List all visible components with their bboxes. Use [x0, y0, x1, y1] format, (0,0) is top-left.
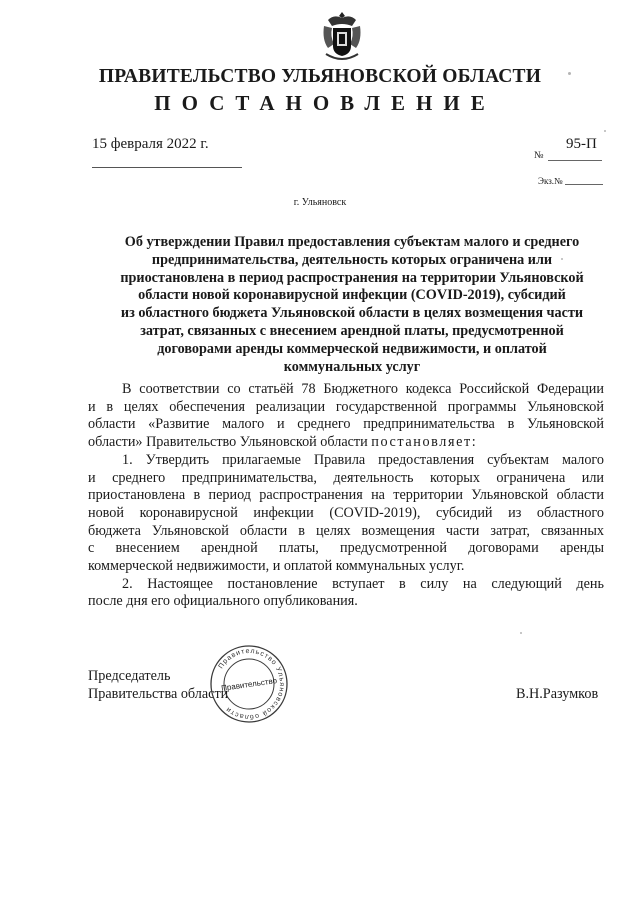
item1-line: приостановлена в период распространения на территории Ульяновской области — [88, 487, 604, 504]
signatory-position: Председатель — [88, 668, 171, 684]
document-body — [88, 381, 604, 611]
scan-dot — [604, 130, 606, 132]
title-line: затрат, связанных с внесением арендной платы, предусмотренной — [140, 322, 564, 339]
copy-number-underline — [565, 184, 603, 185]
signatory-position: Правительства области — [88, 686, 229, 702]
item1-last-line: коммерческой недвижимости, и оплатой коммунальных услуг. — [88, 558, 465, 575]
decree-word: постановляет: — [371, 434, 478, 451]
number-underline — [548, 160, 602, 161]
preamble-last-line — [88, 434, 604, 452]
document-title — [92, 234, 612, 376]
document-number: 95-П — [566, 136, 597, 152]
document-city: г. Ульяновск — [293, 197, 347, 208]
preamble-line: области «Развитие малого и среднего предпринимательства в Ульяновской — [88, 416, 604, 433]
copy-number-label: Экз.№ — [538, 176, 563, 186]
item1-line: бюджета Ульяновской области в целях возмещения части затрат, связанных — [88, 522, 604, 539]
item2-line: 2. Настоящее постановление вступает в силу на следующий день — [122, 575, 604, 592]
preamble-line: В соответствии со статьёй 78 Бюджетного кодекса Российской Федерации — [122, 381, 604, 397]
item2-last-line: после дня его официального опубликования. — [88, 593, 358, 610]
preamble-text: области» Правительство Ульяновской области — [88, 434, 372, 451]
item1-line: и среднего предпринимательства, деятельность которых ограничена или — [88, 469, 604, 486]
title-line: приостановлена в период распространения на территории Ульяновской — [120, 269, 584, 286]
title-line: коммунальных услуг — [283, 358, 421, 375]
title-line: договорами аренды коммерческой недвижимости, и оплатой — [157, 340, 547, 357]
title-line: из областного бюджета Ульяновской области в целях возмещения части — [120, 305, 584, 322]
title-line: Об утверждении Правил предоставления субъектам малого и среднего — [124, 234, 580, 250]
scan-dot — [568, 72, 571, 75]
item1-line: новой коронавирусной инфекции (COVID-2019), субсидий из областного — [88, 504, 604, 521]
item1-line: 1. Утвердить прилагаемые Правила предоставления субъектам малого — [122, 451, 604, 468]
title-line: области новой коронавирусной инфекции (COVID-2019), субсидий — [138, 287, 566, 304]
scan-dot — [520, 632, 522, 634]
official-seal-stamp — [208, 643, 290, 725]
government-name: ПРАВИТЕЛЬСТВО УЛЬЯНОВСКОЙ ОБЛАСТИ — [98, 66, 542, 87]
coat-of-arms-icon — [320, 10, 364, 62]
number-sign: № — [534, 150, 544, 161]
document-type: ПОСТАНОВЛЕНИЕ — [154, 91, 496, 115]
item1-line: с внесением арендной платы, предусмотренной договорами аренды — [88, 540, 604, 557]
scan-dot — [561, 258, 563, 260]
title-line: предпринимательства, деятельность которых ограничена или — [151, 251, 553, 268]
document-date: 15 февраля 2022 г. — [92, 136, 209, 152]
signatory-name: В.Н.Разумков — [516, 686, 599, 702]
svg-text:Правительство: Правительство — [220, 676, 278, 693]
svg-text:Правительство Ульяновской обла: Правительство Ульяновской области — [217, 647, 286, 721]
date-underline — [92, 167, 242, 168]
preamble-line: и в целях обеспечения реализации государственной программы Ульяновской — [88, 398, 604, 415]
